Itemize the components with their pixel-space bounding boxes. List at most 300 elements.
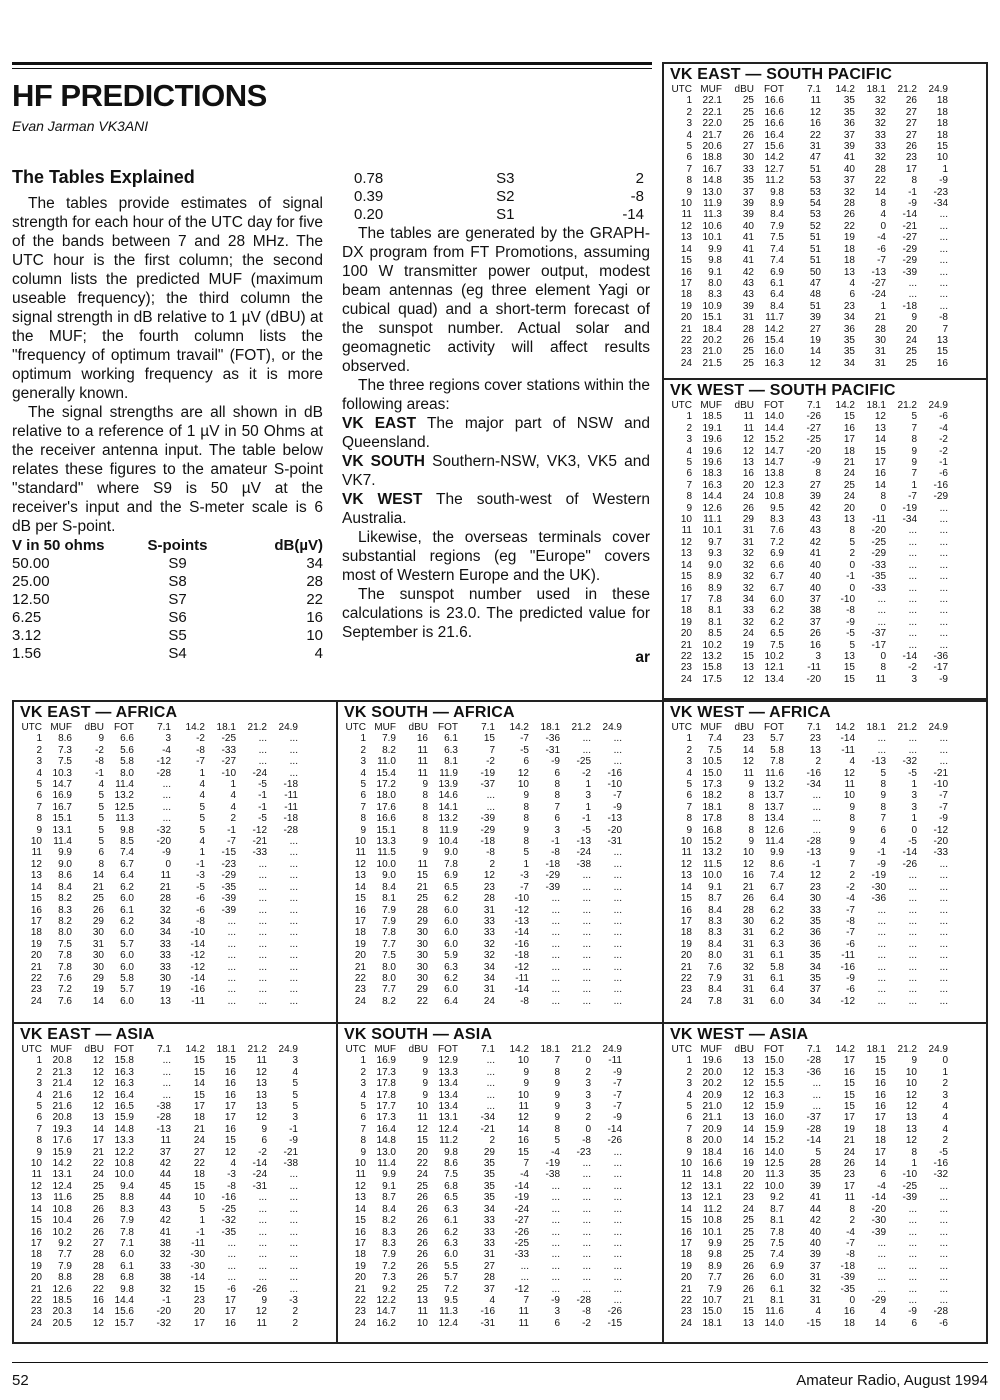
table-cell: 19 <box>843 232 855 244</box>
table-cell: 22 <box>92 1283 104 1295</box>
table-cell: 31 <box>92 938 104 950</box>
table-cell: ... <box>613 1237 622 1249</box>
table-cell: ... <box>939 289 948 301</box>
table-cell: ... <box>939 559 948 571</box>
table-cell: ... <box>908 628 917 640</box>
table-title: VK WEST — AFRICA <box>670 704 831 721</box>
table-row <box>344 1147 622 1158</box>
table-cell: ... <box>258 1192 267 1204</box>
table-cell: 13 <box>742 1112 754 1124</box>
table-cell: 25 <box>416 1283 428 1295</box>
table-cell: ... <box>939 1203 948 1215</box>
table-cell: 8 <box>686 813 692 825</box>
table-row <box>670 1181 948 1192</box>
table-row <box>670 548 948 559</box>
table-row <box>670 893 948 904</box>
table-cell: 1 <box>36 1055 42 1067</box>
table-cell: 12.9 <box>438 1055 458 1067</box>
table-cell: 3 <box>911 801 917 813</box>
table-cell: 7.4 <box>120 847 134 859</box>
table-cell: 17 <box>354 1237 366 1249</box>
table-cell: 10.4 <box>52 1215 72 1227</box>
table-cell: ... <box>551 904 560 916</box>
table-cell: -7 <box>939 801 948 813</box>
table-cell: 6.0 <box>120 893 134 905</box>
table-cell: 39 <box>742 198 754 210</box>
table-cell: ... <box>582 1158 591 1170</box>
table-cell: 33 <box>483 915 495 927</box>
table-cell: 12 <box>92 1317 104 1329</box>
table-row <box>670 605 948 616</box>
table-cell: 18 <box>30 927 42 939</box>
table-cell: ... <box>258 961 267 973</box>
table-cell: -4 <box>939 422 948 434</box>
table-cell: ... <box>582 1260 591 1272</box>
table-cell: ... <box>582 870 591 882</box>
table-cell: 30 <box>809 893 821 905</box>
table-cell: ... <box>258 893 267 905</box>
table-cell: 9 <box>849 801 855 813</box>
table-cell: 22 <box>680 650 692 662</box>
table-cell: 23 <box>30 984 42 996</box>
table-cell: ... <box>613 904 622 916</box>
table-row <box>670 1147 948 1158</box>
table-cell: 14 <box>680 243 692 255</box>
table-cell: -18 <box>283 779 298 791</box>
table-cell: 35 <box>809 1169 821 1181</box>
table-cell: 12 <box>92 1101 104 1113</box>
table-cell: -26 <box>252 1283 267 1295</box>
table-cell: 11.4 <box>53 836 72 848</box>
table-cell: -29 <box>480 824 495 836</box>
column-header: FOT <box>114 1044 134 1055</box>
table-cell: 8.4 <box>382 881 396 893</box>
table-cell: 18.5 <box>702 411 722 423</box>
table-row <box>344 847 622 858</box>
table-cell: 12 <box>92 1078 104 1090</box>
table-cell: 16 <box>30 1226 42 1238</box>
table-cell: ... <box>582 904 591 916</box>
table-row <box>670 790 948 801</box>
table-cell: 34 <box>809 995 821 1007</box>
table-cell: ... <box>582 1180 591 1192</box>
table-cell: 6.4 <box>770 984 784 996</box>
table-cell: 9 <box>523 824 529 836</box>
table-cell: 2 <box>686 422 692 434</box>
table-cell: ... <box>939 1226 948 1238</box>
table-row <box>344 825 622 836</box>
table-cell: -25 <box>902 1180 917 1192</box>
table-cell: 24 <box>483 995 495 1007</box>
table-cell: 7 <box>880 813 886 825</box>
table-cell: ... <box>939 300 948 312</box>
s-table-cell: S6 <box>168 609 187 626</box>
table-cell: -20 <box>607 824 622 836</box>
table-cell: ... <box>582 1226 591 1238</box>
table-cell: 8 <box>880 491 886 503</box>
table-cell: 23 <box>680 662 692 674</box>
table-cell: 14 <box>30 1203 42 1215</box>
table-cell: 6.3 <box>770 938 784 950</box>
table-cell: 31 <box>742 972 754 984</box>
table-cell: 22 <box>809 129 821 141</box>
table-cell: ... <box>877 927 886 939</box>
table-cell: 10 <box>193 1192 205 1204</box>
region-description <box>342 490 650 528</box>
table-cell: 33 <box>159 938 171 950</box>
table-cell: 21 <box>742 881 754 893</box>
table-cell: 6 <box>360 790 366 802</box>
table-cell: 40 <box>742 220 754 232</box>
table-cell: 26 <box>416 1215 428 1227</box>
table-cell: 9 <box>911 457 917 469</box>
table-cell: 1 <box>942 1066 948 1078</box>
table-cell: -7 <box>613 1078 622 1090</box>
table-cell: -12 <box>514 961 529 973</box>
table-cell: 19 <box>680 616 692 628</box>
table-cell: ... <box>289 1237 298 1249</box>
table-cell: 1 <box>230 779 236 791</box>
table-cell: 52 <box>809 220 821 232</box>
table-cell: 3 <box>292 1112 298 1124</box>
table-cell: 12 <box>354 858 366 870</box>
table-cell: 15 <box>193 1066 205 1078</box>
table-cell: ... <box>613 1169 622 1181</box>
table-cell: 4 <box>849 277 855 289</box>
table-cell: 5 <box>849 536 855 548</box>
table-cell: 25 <box>92 1192 104 1204</box>
table-cell: 14 <box>874 1317 886 1329</box>
table-cell: ... <box>812 801 821 813</box>
table-cell: 9.0 <box>708 559 722 571</box>
table-cell: 24 <box>680 673 692 685</box>
table-cell: 36 <box>809 927 821 939</box>
table-cell: ... <box>908 733 917 745</box>
table-cell: 18.4 <box>702 1146 722 1158</box>
region-label: VK EAST <box>342 415 417 432</box>
table-cell: 8.3 <box>770 514 784 526</box>
table-cell: 26 <box>416 1192 428 1204</box>
table-cell: 42 <box>809 1215 821 1227</box>
table-row <box>670 571 948 582</box>
table-cell: -13 <box>871 756 886 768</box>
table-row <box>344 733 622 744</box>
table-cell: 11.5 <box>703 858 722 870</box>
table-row <box>670 859 948 870</box>
table-cell: 5 <box>686 457 692 469</box>
table-cell: -14 <box>514 984 529 996</box>
s-table-cell: 50.00 <box>12 555 50 572</box>
table-cell: 9 <box>422 779 428 791</box>
s-table-cell: 3.12 <box>12 627 42 644</box>
table-cell: 11 <box>160 1135 171 1147</box>
table-cell: 18 <box>680 1249 692 1261</box>
table-cell: -16 <box>806 767 821 779</box>
table-cell: 16 <box>224 1317 236 1329</box>
column-header: 14.2 <box>185 722 205 733</box>
table-cell: 10.9 <box>702 300 722 312</box>
table-cell: 10 <box>517 1089 529 1101</box>
table-cell: 9 <box>422 1078 428 1090</box>
table-cell: 7.5 <box>58 938 72 950</box>
table-cell: -32 <box>221 1215 236 1227</box>
table-cell: -3 <box>196 870 205 882</box>
table-cell: 11 <box>743 411 754 423</box>
table-cell: 17 <box>874 1112 886 1124</box>
table-cell: ... <box>908 605 917 617</box>
column-header: 24.9 <box>278 1044 298 1055</box>
table-cell: -29 <box>871 548 886 560</box>
table-cell: 9 <box>911 445 917 457</box>
table-cell: 16.6 <box>702 1158 722 1170</box>
table-cell: 11.9 <box>439 767 458 779</box>
table-cell: -26 <box>514 1226 529 1238</box>
table-cell: 9 <box>849 847 855 859</box>
table-row <box>670 996 948 1007</box>
table-cell: ... <box>289 1169 298 1181</box>
table-cell: 17 <box>680 915 692 927</box>
table-cell: 8.3 <box>382 1237 396 1249</box>
table-cell: -1 <box>908 186 917 198</box>
table-cell: 6.5 <box>770 628 784 640</box>
table-cell: 5.8 <box>770 961 784 973</box>
table-cell: 7 <box>36 1123 42 1135</box>
column-header: UTC <box>345 722 366 733</box>
table-cell: -11 <box>872 514 886 526</box>
table-cell: 8.2 <box>58 893 72 905</box>
table-cell: ... <box>939 616 948 628</box>
table-cell: 0 <box>585 1055 591 1067</box>
table-cell: -18 <box>840 1260 855 1272</box>
table-cell: 7.2 <box>382 1260 396 1272</box>
table-cell: -28 <box>806 1055 821 1067</box>
table-cell: ... <box>908 915 917 927</box>
table-cell: -8 <box>196 915 205 927</box>
table-cell: 7.5 <box>58 756 72 768</box>
table-cell: 9 <box>360 1146 366 1158</box>
table-cell: 31 <box>742 950 754 962</box>
table-row <box>670 118 948 129</box>
column-header: 21.2 <box>247 1044 267 1055</box>
table-cell: -2 <box>258 1146 267 1158</box>
table-cell: 7.4 <box>770 255 784 267</box>
table-cell: -6 <box>196 904 205 916</box>
table-cell: 10.2 <box>764 650 784 662</box>
table-cell: 10.8 <box>764 491 784 503</box>
table-cell: 15 <box>936 346 948 358</box>
table-cell: 20.2 <box>702 1078 722 1090</box>
table-cell: 32 <box>742 616 754 628</box>
table-cell: 43 <box>809 514 821 526</box>
column-header: 18.1 <box>866 400 886 411</box>
table-cell: 10.8 <box>52 1203 72 1215</box>
table-cell: 37 <box>483 1283 495 1295</box>
table-row <box>20 1284 298 1295</box>
table-row <box>670 882 948 893</box>
table-cell: 5.7 <box>444 1272 458 1284</box>
table-cell: 11 <box>417 767 428 779</box>
table-row <box>670 628 948 639</box>
table-cell: 10.3 <box>52 767 72 779</box>
table-cell: 28 <box>843 198 855 210</box>
table-cell: ... <box>812 790 821 802</box>
table-cell: ... <box>613 847 622 859</box>
table-header-row <box>20 1044 298 1055</box>
table-cell: 9.9 <box>58 847 72 859</box>
table-cell: 1 <box>911 1158 917 1170</box>
table-cell: -14 <box>902 209 917 221</box>
column-header: MUF <box>374 1044 396 1055</box>
table-cell: -30 <box>190 1260 205 1272</box>
table-cell: 13.9 <box>438 779 458 791</box>
table-cell: 1 <box>585 801 591 813</box>
table-cell: ... <box>258 927 267 939</box>
table-cell: 15.9 <box>764 1123 784 1135</box>
table-cell: 29 <box>742 514 754 526</box>
table-row <box>670 358 948 369</box>
table-cell: 9 <box>523 790 529 802</box>
table-cell: -33 <box>221 744 236 756</box>
table-row <box>344 745 622 756</box>
table-cell: 22 <box>416 1158 428 1170</box>
table-cell: 17.2 <box>376 779 396 791</box>
table-cell: -7 <box>846 1237 855 1249</box>
table-cell: 9.2 <box>58 1237 72 1249</box>
column-header: 18.1 <box>540 1044 560 1055</box>
table-cell: -14 <box>190 1272 205 1284</box>
column-header: MUF <box>50 1044 72 1055</box>
table-cell: 8.0 <box>382 961 396 973</box>
table-cell: ... <box>551 1180 560 1192</box>
table-cell: 12.7 <box>764 163 784 175</box>
table-row <box>20 790 298 801</box>
table-cell: 53 <box>809 175 821 187</box>
table-cell: 10 <box>680 836 692 848</box>
table-row <box>670 594 948 605</box>
table-cell: -20 <box>871 1203 886 1215</box>
table-cell: ... <box>551 927 560 939</box>
table-cell: 37 <box>809 984 821 996</box>
table-cell: 13.1 <box>52 1169 72 1181</box>
table-cell: 7.9 <box>382 904 396 916</box>
table-cell: -39 <box>902 266 917 278</box>
table-cell: 26 <box>809 628 821 640</box>
table-cell: 3 <box>942 1089 948 1101</box>
table-cell: ... <box>939 1180 948 1192</box>
table-cell: 1 <box>36 733 42 745</box>
table-cell: ... <box>908 616 917 628</box>
table-cell: 25 <box>742 1237 754 1249</box>
table-cell: ... <box>613 881 622 893</box>
table-cell: 14 <box>517 1123 529 1135</box>
table-row <box>670 289 948 300</box>
table-cell: 3 <box>686 1078 692 1090</box>
table-cell: 0 <box>585 1123 591 1135</box>
table-cell: 16 <box>843 1066 855 1078</box>
table-cell: 32 <box>159 904 171 916</box>
table-cell: 5.6 <box>120 744 134 756</box>
table-cell: 31 <box>809 1272 821 1284</box>
table-cell: 30 <box>92 950 104 962</box>
s-table-cell: 16 <box>306 609 323 626</box>
table-cell: ... <box>289 767 298 779</box>
s-table-cell: 0.20 <box>354 206 384 223</box>
s-table-cell: S7 <box>168 591 187 608</box>
column-header: 7.1 <box>481 1044 495 1055</box>
table-cell: -1 <box>227 824 236 836</box>
table-row <box>670 1272 948 1283</box>
table-cell: -8 <box>846 915 855 927</box>
table-title: VK WEST — ASIA <box>670 1026 809 1043</box>
table-cell: 16 <box>224 1089 236 1101</box>
table-cell: 31 <box>742 995 754 1007</box>
table-cell: 7.8 <box>120 1226 134 1238</box>
table-cell: 12.3 <box>764 479 784 491</box>
table-cell: 3 <box>911 673 917 685</box>
table-cell: 1 <box>880 300 886 312</box>
table-cell: ... <box>582 915 591 927</box>
column-header: 18.1 <box>216 722 236 733</box>
table-cell: 5 <box>292 1089 298 1101</box>
table-cell: -9 <box>846 616 855 628</box>
table-cell: 17.3 <box>376 1066 396 1078</box>
table-cell: -8 <box>846 605 855 617</box>
table-cell: -33 <box>871 582 886 594</box>
table-cell: 20.2 <box>702 334 722 346</box>
table-cell: 25 <box>92 893 104 905</box>
table-cell: 8 <box>748 824 754 836</box>
table-cell: -11 <box>807 662 821 674</box>
table-row <box>670 1238 948 1249</box>
table-cell: 10 <box>517 779 529 791</box>
table-cell: -25 <box>576 756 591 768</box>
table-cell: 32 <box>742 961 754 973</box>
table-cell: -2 <box>908 662 917 674</box>
table-cell: 9.5 <box>770 502 784 514</box>
table-cell: 1 <box>199 847 205 859</box>
table-cell: -25 <box>221 1203 236 1215</box>
table-cell: -37 <box>480 779 495 791</box>
table-cell: ... <box>939 582 948 594</box>
table-cell: 14 <box>680 1203 692 1215</box>
table-cell: 34 <box>483 972 495 984</box>
table-cell: -23 <box>576 1146 591 1158</box>
table-cell: -2 <box>582 1317 591 1329</box>
table-cell: 13 <box>843 266 855 278</box>
table-cell: 23 <box>742 733 754 745</box>
table-header-row <box>670 722 948 733</box>
table-cell: ... <box>289 881 298 893</box>
table-cell: ... <box>289 744 298 756</box>
table-cell: 5 <box>199 801 205 813</box>
table-cell: 7.9 <box>770 220 784 232</box>
table-cell: 3 <box>360 1078 366 1090</box>
table-cell: 8 <box>686 175 692 187</box>
prediction-table <box>20 1044 298 1329</box>
table-row <box>344 927 622 938</box>
table-cell: 16.6 <box>764 106 784 118</box>
table-cell: -8 <box>486 847 495 859</box>
table-cell: -26 <box>607 1135 622 1147</box>
table-cell: 14.8 <box>376 1135 396 1147</box>
table-cell: 16.5 <box>114 1101 134 1113</box>
s-table-row <box>354 188 644 206</box>
table-cell: 23 <box>30 1306 42 1318</box>
table-cell: 21 <box>30 1283 42 1295</box>
table-cell: 7 <box>686 479 692 491</box>
table-cell: 14.6 <box>438 790 458 802</box>
table-cell: -30 <box>871 1215 886 1227</box>
